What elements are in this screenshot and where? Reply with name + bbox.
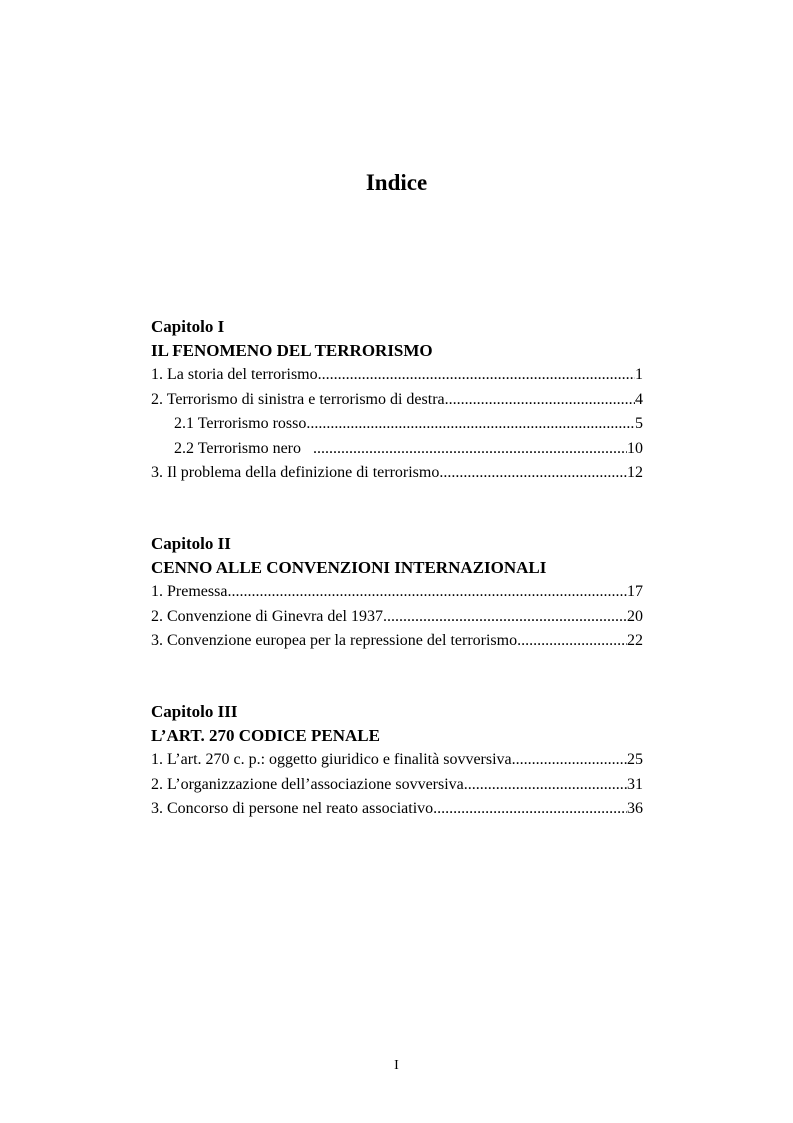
- entry-page: 4: [635, 390, 643, 408]
- toc-subentry[interactable]: [151, 412, 643, 437]
- entry-text: 2. Convenzione di Ginevra del 1937: [151, 607, 383, 625]
- entry-text: 3. Il problema della definizione di terrorismo: [151, 464, 440, 481]
- toc-entry[interactable]: [151, 461, 643, 486]
- entry-text: 2. L’organizzazione dell’associazione sovversiva.: [151, 775, 468, 793]
- chapter-title: L’ART. 270 CODICE PENALE: [151, 726, 380, 745]
- entry-page: 1: [635, 366, 643, 383]
- toc-entry[interactable]: [151, 388, 643, 413]
- entry-text: 1. La storia del terrorismo: [151, 366, 318, 383]
- dot-leader: [445, 388, 635, 413]
- dot-leader: [437, 797, 627, 822]
- page-title: Indice: [365, 170, 428, 195]
- toc-entry[interactable]: [151, 605, 643, 630]
- chapter-label: Capitolo III: [151, 702, 238, 721]
- page-number: I: [394, 1058, 399, 1073]
- entry-page: 31: [627, 775, 643, 793]
- chapter-1: [151, 315, 643, 486]
- entry-page: 12: [627, 464, 643, 481]
- dot-leader: [383, 605, 627, 630]
- entry-text: 2.2 Terrorismo nero: [174, 439, 313, 457]
- toc-entry[interactable]: [151, 629, 643, 654]
- dot-leader: [439, 461, 627, 486]
- dot-leader: [306, 412, 635, 437]
- dot-leader: [227, 580, 627, 605]
- entry-page: 25: [627, 751, 643, 768]
- entry-text: 3. Concorso di persone nel reato associativo.: [151, 800, 438, 817]
- chapter-title: CENNO ALLE CONVENZIONI INTERNAZIONALI: [151, 558, 547, 577]
- dot-leader: [468, 773, 627, 798]
- entry-text: 1. Premessa: [151, 583, 228, 600]
- chapter-label: Capitolo II: [151, 534, 231, 553]
- entry-page: 22: [627, 632, 643, 649]
- entry-text: 1. L’art. 270 c. p.: oggetto giuridico e finalità sovversiva.: [151, 751, 516, 768]
- toc-entry[interactable]: [151, 580, 643, 605]
- entry-text: 2. Terrorismo di sinistra e terrorismo di destra: [151, 390, 445, 408]
- entry-text: 2.1 Terrorismo rosso: [174, 415, 307, 432]
- toc-entry[interactable]: [151, 797, 643, 822]
- chapter-title: IL FENOMENO DEL TERRORISMO: [151, 341, 433, 360]
- dot-leader: [313, 437, 627, 462]
- entry-page: 17: [627, 583, 643, 600]
- entry-page: 20: [627, 607, 643, 625]
- chapter-label: Capitolo I: [151, 317, 225, 336]
- dot-leader: [318, 363, 635, 388]
- dot-leader: [516, 748, 627, 773]
- dot-leader: [517, 629, 627, 654]
- toc-entry[interactable]: [151, 773, 643, 798]
- entry-page: 5: [635, 415, 643, 432]
- toc-subentry[interactable]: [151, 437, 643, 462]
- chapter-3: [151, 700, 643, 822]
- toc-entry[interactable]: [151, 748, 643, 773]
- entry-text: 3. Convenzione europea per la repressione del terrorismo: [151, 632, 518, 649]
- toc-entry[interactable]: [151, 363, 643, 388]
- chapter-2: [151, 532, 643, 654]
- entry-page: 10: [627, 439, 643, 457]
- entry-page: 36: [627, 800, 643, 817]
